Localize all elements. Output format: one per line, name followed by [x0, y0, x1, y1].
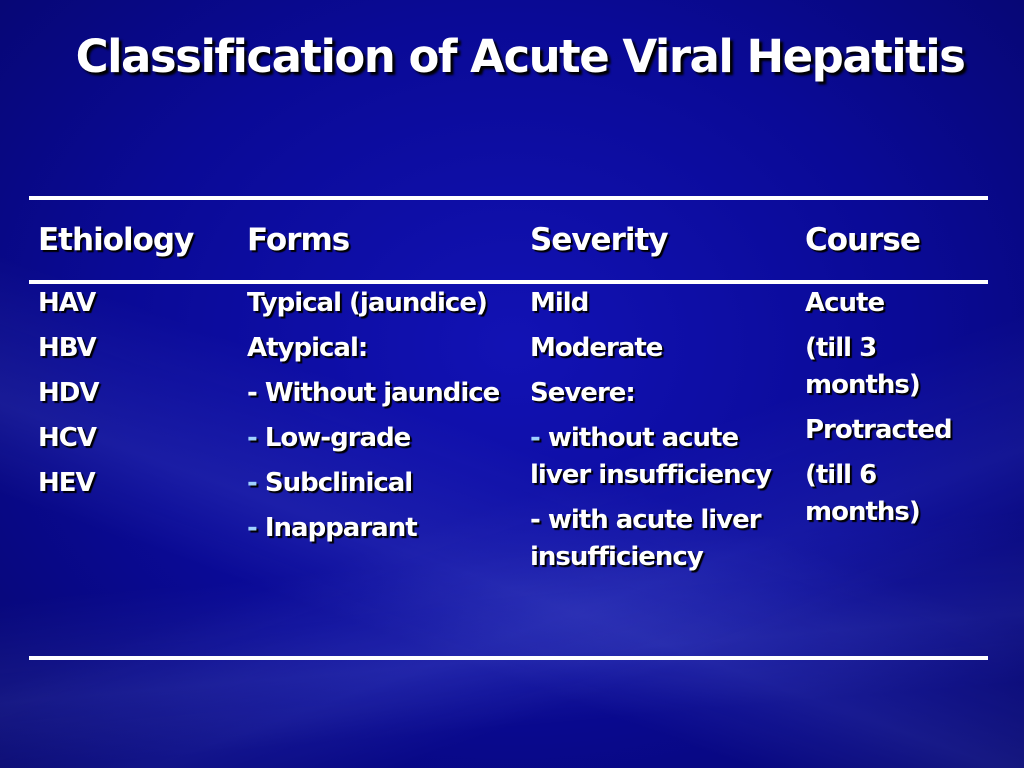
- ethiology-column: [38, 285, 98, 510]
- header-ethiology: Ethiology: [38, 222, 194, 258]
- forms-subclinical: [247, 465, 499, 502]
- course-till-6: (till 6 months): [805, 460, 920, 527]
- ethiology-item: HCV: [38, 423, 96, 453]
- severity-column: [530, 285, 792, 584]
- severity-moderate: Moderate: [530, 333, 663, 363]
- header-course: Course: [805, 222, 920, 258]
- ethiology-item: HBV: [38, 333, 96, 363]
- severity-without-acute: [530, 420, 792, 494]
- course-column: [805, 285, 980, 539]
- forms-column: [247, 285, 499, 555]
- forms-inapparant-text: Inapparant: [256, 513, 417, 543]
- forms-subclinical-text: Subclinical: [256, 468, 413, 498]
- ethiology-item: HAV: [38, 288, 96, 318]
- forms-atypical: Atypical:: [247, 333, 368, 363]
- table-header-rule: [29, 280, 988, 284]
- forms-low-grade-text: Low-grade: [256, 423, 411, 453]
- forms-without-jaundice: - Without jaundice: [247, 378, 500, 408]
- bullet-dash: -: [247, 468, 257, 498]
- ethiology-item: HEV: [38, 468, 95, 498]
- bullet-dash: -: [247, 513, 257, 543]
- bullet-dash: -: [530, 423, 540, 453]
- severity-without-acute-text: without acute liver insufficiency: [530, 423, 772, 490]
- forms-inapparant: [247, 510, 499, 547]
- table-bottom-rule: [29, 656, 988, 660]
- severity-with-acute: - with acute liver insufficiency: [530, 505, 761, 572]
- bullet-dash: -: [247, 423, 257, 453]
- course-protracted: Protracted: [805, 415, 952, 445]
- severity-mild: Mild: [530, 288, 589, 318]
- course-till-3: (till 3 months): [805, 333, 920, 400]
- course-acute: Acute: [805, 288, 885, 318]
- severity-severe: Severe:: [530, 378, 635, 408]
- header-severity: Severity: [530, 222, 668, 258]
- table-top-rule: [29, 196, 988, 200]
- header-forms: Forms: [247, 222, 350, 258]
- forms-typical: Typical (jaundice): [247, 288, 487, 318]
- slide-title: Classification of Acute Viral Hepatitis: [75, 30, 965, 83]
- forms-low-grade: [247, 420, 499, 457]
- ethiology-item: HDV: [38, 378, 99, 408]
